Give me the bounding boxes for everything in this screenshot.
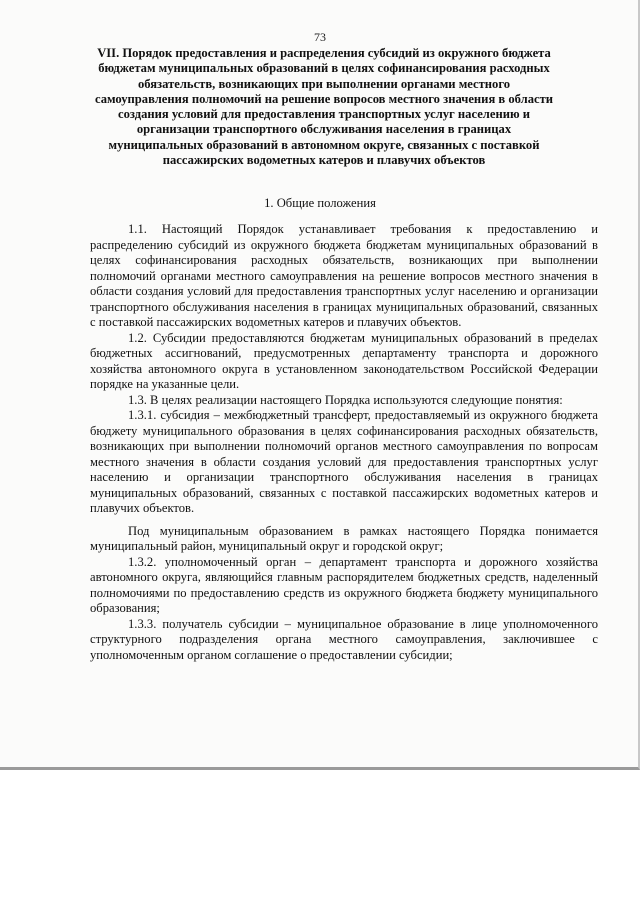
paragraph-1-3: 1.3. В целях реализации настоящего Порядка используются следующие понятия:	[128, 392, 563, 407]
chapter-title: VII. Порядок предоставления и распределения субсидий из окружного бюджета бюджетам муниципальных образований в целях софинансирования расходных обязательств, возникающих при выполнении органами местного самоуправления полномочий на решение вопросов местного значения в области создания условий для предоставления транспортных услуг населению и организации транспортного обслуживания населения в границах муниципальных образований в автономном округе, связанных с поставкой пассажирских водометных катеров и плавучих объектов	[94, 46, 554, 168]
section-heading: 1. Общие положения	[264, 196, 376, 210]
paragraph-1-3-3: 1.3.3. получатель субсидии – муниципальное образование в лице уполномоченного структурного подразделения органа местного самоуправления, заключившее с уполномоченным органом соглашение о предоставлении субсидии;	[90, 616, 598, 662]
paragraph-1-1: 1.1. Настоящий Порядок устанавливает требования к предоставлению и распределению субсидий из окружного бюджета бюджетам муниципальных образований в целях софинансирования расходных обязательств, возникающих при выполнении полномочий органами местного самоуправления на решение вопросов местного значения в области создания условий для предоставления транспортных услуг населению и организации транспортного обслуживания населения в границах муниципальных образований, связанных с поставкой пассажирских водометных катеров и плавучих объектов.	[90, 222, 598, 329]
paragraph-1-3-1: 1.3.1. субсидия – межбюджетный трансферт, предоставляемый из окружного бюджета бюджету муниципального образования в целях софинансирования расходных обязательств, возникающих при выполнении полномочий органов местного самоуправления по вопросам местного значения в области создания условий для предоставления транспортных услуг населению и организации транспортного обслуживания населения в границах муниципальных образований, связанных с поставкой пассажирских водометных катеров и плавучих объектов.	[90, 408, 598, 515]
paragraph-1-2: 1.2. Субсидии предоставляются бюджетам муниципальных образований в пределах бюджетных ассигнований, предусмотренных департаменту транспорта и дорожного хозяйства автономного округа в установленном законодательством Российской Федерации порядке на указанные цели.	[90, 330, 598, 391]
page-number: 73	[314, 30, 326, 44]
document-body	[90, 222, 598, 663]
paragraph-municipal-definition: Под муниципальным образованием в рамках настоящего Порядка понимается муниципальный район, муниципальный округ и городской округ;	[90, 523, 598, 553]
paragraph-1-3-2: 1.3.2. уполномоченный орган – департамент транспорта и дорожного хозяйства автономного округа, являющийся главным распорядителем бюджетных средств, наделенный полномочиями по предоставлению средств из окружного бюджета бюджету муниципального образования;	[90, 554, 598, 615]
